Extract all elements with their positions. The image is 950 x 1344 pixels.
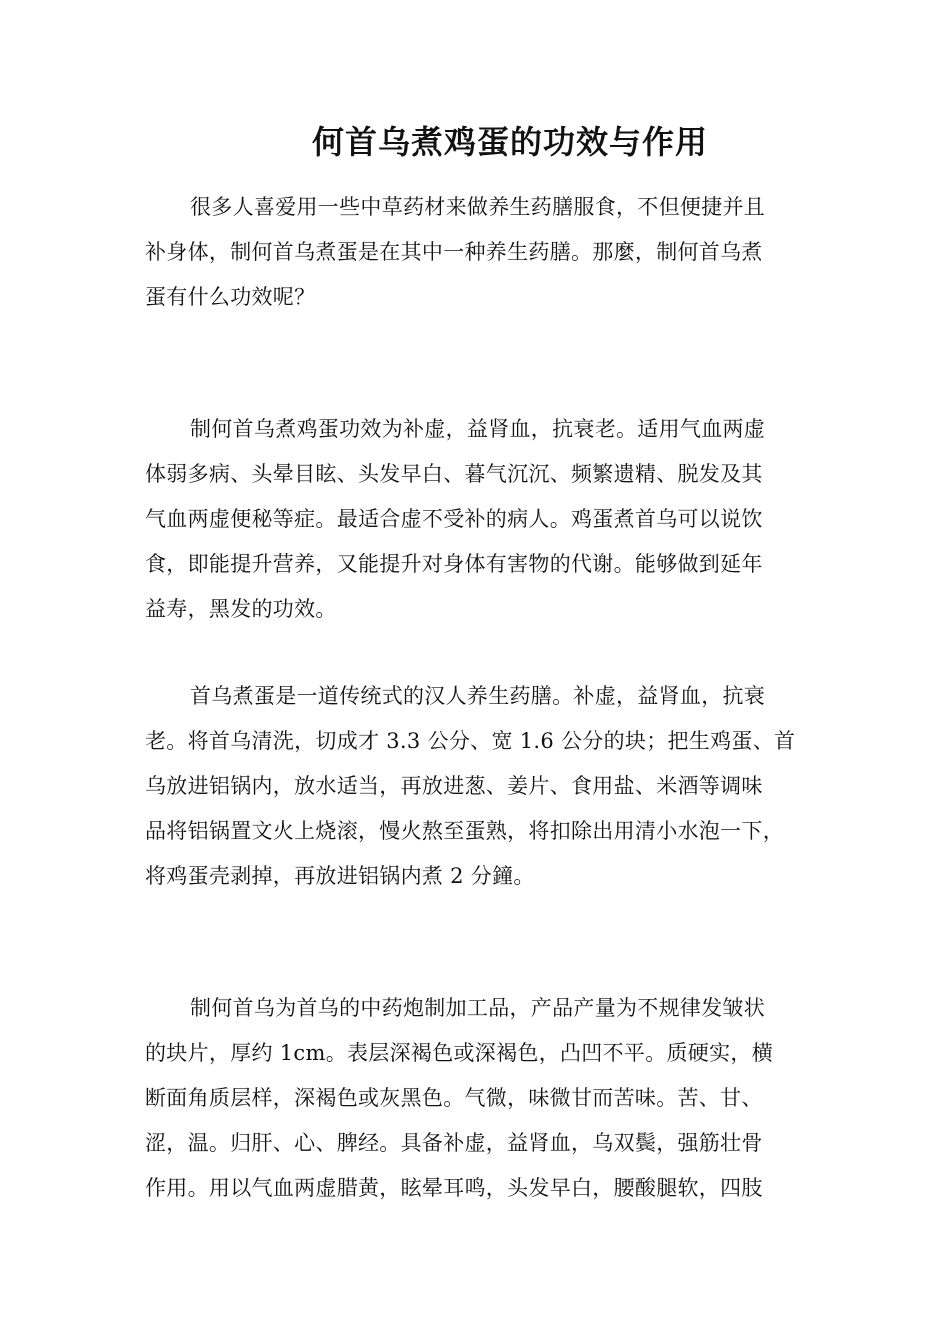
paragraph-2 xyxy=(145,407,825,632)
paragraph-spacer xyxy=(145,320,825,407)
paragraph-line: 气血两虚便秘等症。最适合虚不受补的病人。鸡蛋煮首乌可以说饮 xyxy=(145,507,763,531)
paragraph-line: 的块片，厚约 1cm。表层深褐色或深褐色，凸凹不平。质硬实，横 xyxy=(145,1041,774,1065)
paragraph-line: 首乌煮蛋是一道传统式的汉人养生药膳。补虚，益肾血，抗衰 xyxy=(190,684,766,708)
paragraph-spacer xyxy=(145,899,825,986)
document-body xyxy=(145,185,825,1211)
paragraph-line: 乌放进铝锅内，放水适当，再放进葱、姜片、食用盐、米酒等调味 xyxy=(145,774,763,798)
paragraph-line: 制何首乌为首乌的中药炮制加工品，产品产量为不规律发皱状 xyxy=(190,996,766,1020)
paragraph-spacer xyxy=(145,632,825,674)
paragraph-line: 益寿，黑发的功效。 xyxy=(145,597,337,621)
paragraph-line: 蛋有什么功效呢？ xyxy=(145,285,316,309)
paragraph-line: 补身体，制何首乌煮蛋是在其中一种养生药膳。那麼，制何首乌煮 xyxy=(145,240,763,264)
paragraph-line: 断面角质层样，深褐色或灰黑色。气微，味微甘而苦味。苦、甘、 xyxy=(145,1086,763,1110)
paragraph-4 xyxy=(145,986,825,1211)
paragraph-line: 老。将首乌清洗，切成才 3.3 公分、宽 1.6 公分的块；把生鸡蛋、首 xyxy=(145,729,796,753)
paragraph-line: 体弱多病、头晕目眩、头发早白、暮气沉沉、频繁遗精、脱发及其 xyxy=(145,462,763,486)
document-title: 何首乌煮鸡蛋的功效与作用 xyxy=(311,123,708,161)
paragraph-line: 食，即能提升营养，又能提升对身体有害物的代谢。能够做到延年 xyxy=(145,552,763,576)
paragraph-1 xyxy=(145,185,825,320)
paragraph-line: 涩，温。归肝、心、脾经。具备补虚，益肾血，乌双鬓，强筋壮骨 xyxy=(145,1131,763,1155)
paragraph-line: 作用。用以气血两虚腊黄，眩晕耳鸣，头发早白，腰酸腿软，四肢 xyxy=(145,1176,763,1200)
paragraph-line: 很多人喜爱用一些中草药材来做养生药膳服食，不但便捷并且 xyxy=(190,195,766,219)
paragraph-line: 将鸡蛋壳剥掉，再放进铝锅内煮 2 分鐘。 xyxy=(145,864,535,888)
paragraph-line: 制何首乌煮鸡蛋功效为补虚，益肾血，抗衰老。适用气血两虚 xyxy=(190,417,766,441)
paragraph-3 xyxy=(145,674,825,899)
paragraph-line: 品将铝锅置文火上烧滚，慢火熬至蛋熟，将扣除出用清小水泡一下， xyxy=(145,819,784,843)
